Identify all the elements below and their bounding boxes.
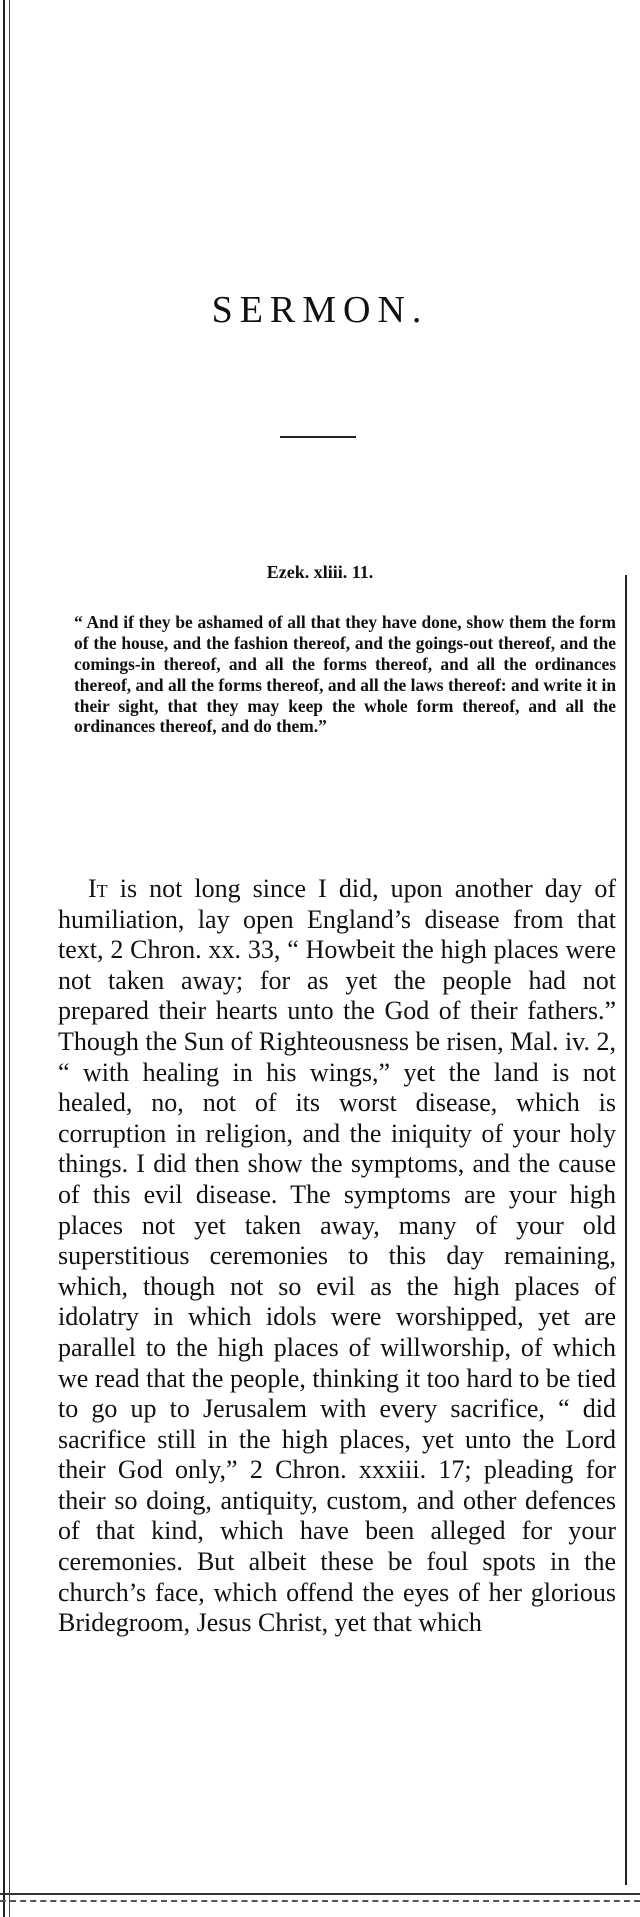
right-column-rule xyxy=(625,575,627,1885)
bottom-dashed-rule xyxy=(0,1900,640,1903)
scripture-citation: Ezek. xliii. 11. xyxy=(266,562,374,582)
body-first-word: It xyxy=(88,874,108,903)
page-title: SERMON. xyxy=(211,289,429,332)
body-text: is not long since I did, upon another day of humiliation, lay open England’s disease from that text, 2 Chron. xx. 33, “ Howbeit the high places were not taken away; for as yet the people had not prepared their hearts unto the God of their fathers.” Though the Sun of Righteousness be risen, Mal. iv. 2, “ with healing in his wings,” yet the land is not healed, no, not of its worst disease, which is corruption in religion, and the iniquity of your holy things. I did then show the symptoms, and the cause of this evil disease. The symptoms are your high places not yet taken away, many of your old superstitious ceremonies to this day remaining, which, though not so evil as the high places of idolatry in which idols were worshipped, yet are parallel to the high places of willworship, of which we read that the people, thinking it too hard to be tied to go up to Jerusalem with every sacrifice, “ did sacrifice still in the high places, yet unto the Lord their God only,” 2 Chron. xxxiii. 17; pleading for their so doing, antiquity, custom, and other defences of that kind, which have been alleged for your ceremonies. But albeit these be foul spots in the church’s face, which offend the eyes of her glorious Bridegroom, Jesus Christ, yet that which xyxy=(58,874,616,1638)
bottom-rule xyxy=(0,1893,640,1895)
title-divider xyxy=(280,436,356,438)
body-paragraph xyxy=(58,874,616,1639)
epigraph-quote: “ And if they be ashamed of all that they have done, show them the form of the house, and the fashion thereof, and the goings-out thereof, and the comings-in thereof, and all the forms thereof, and all the ordinances thereof, and all the forms thereof, and all the laws thereof: and write it in their sight, that they may keep the whole form thereof, and all the ordinances thereof, and do them.” xyxy=(74,612,616,737)
